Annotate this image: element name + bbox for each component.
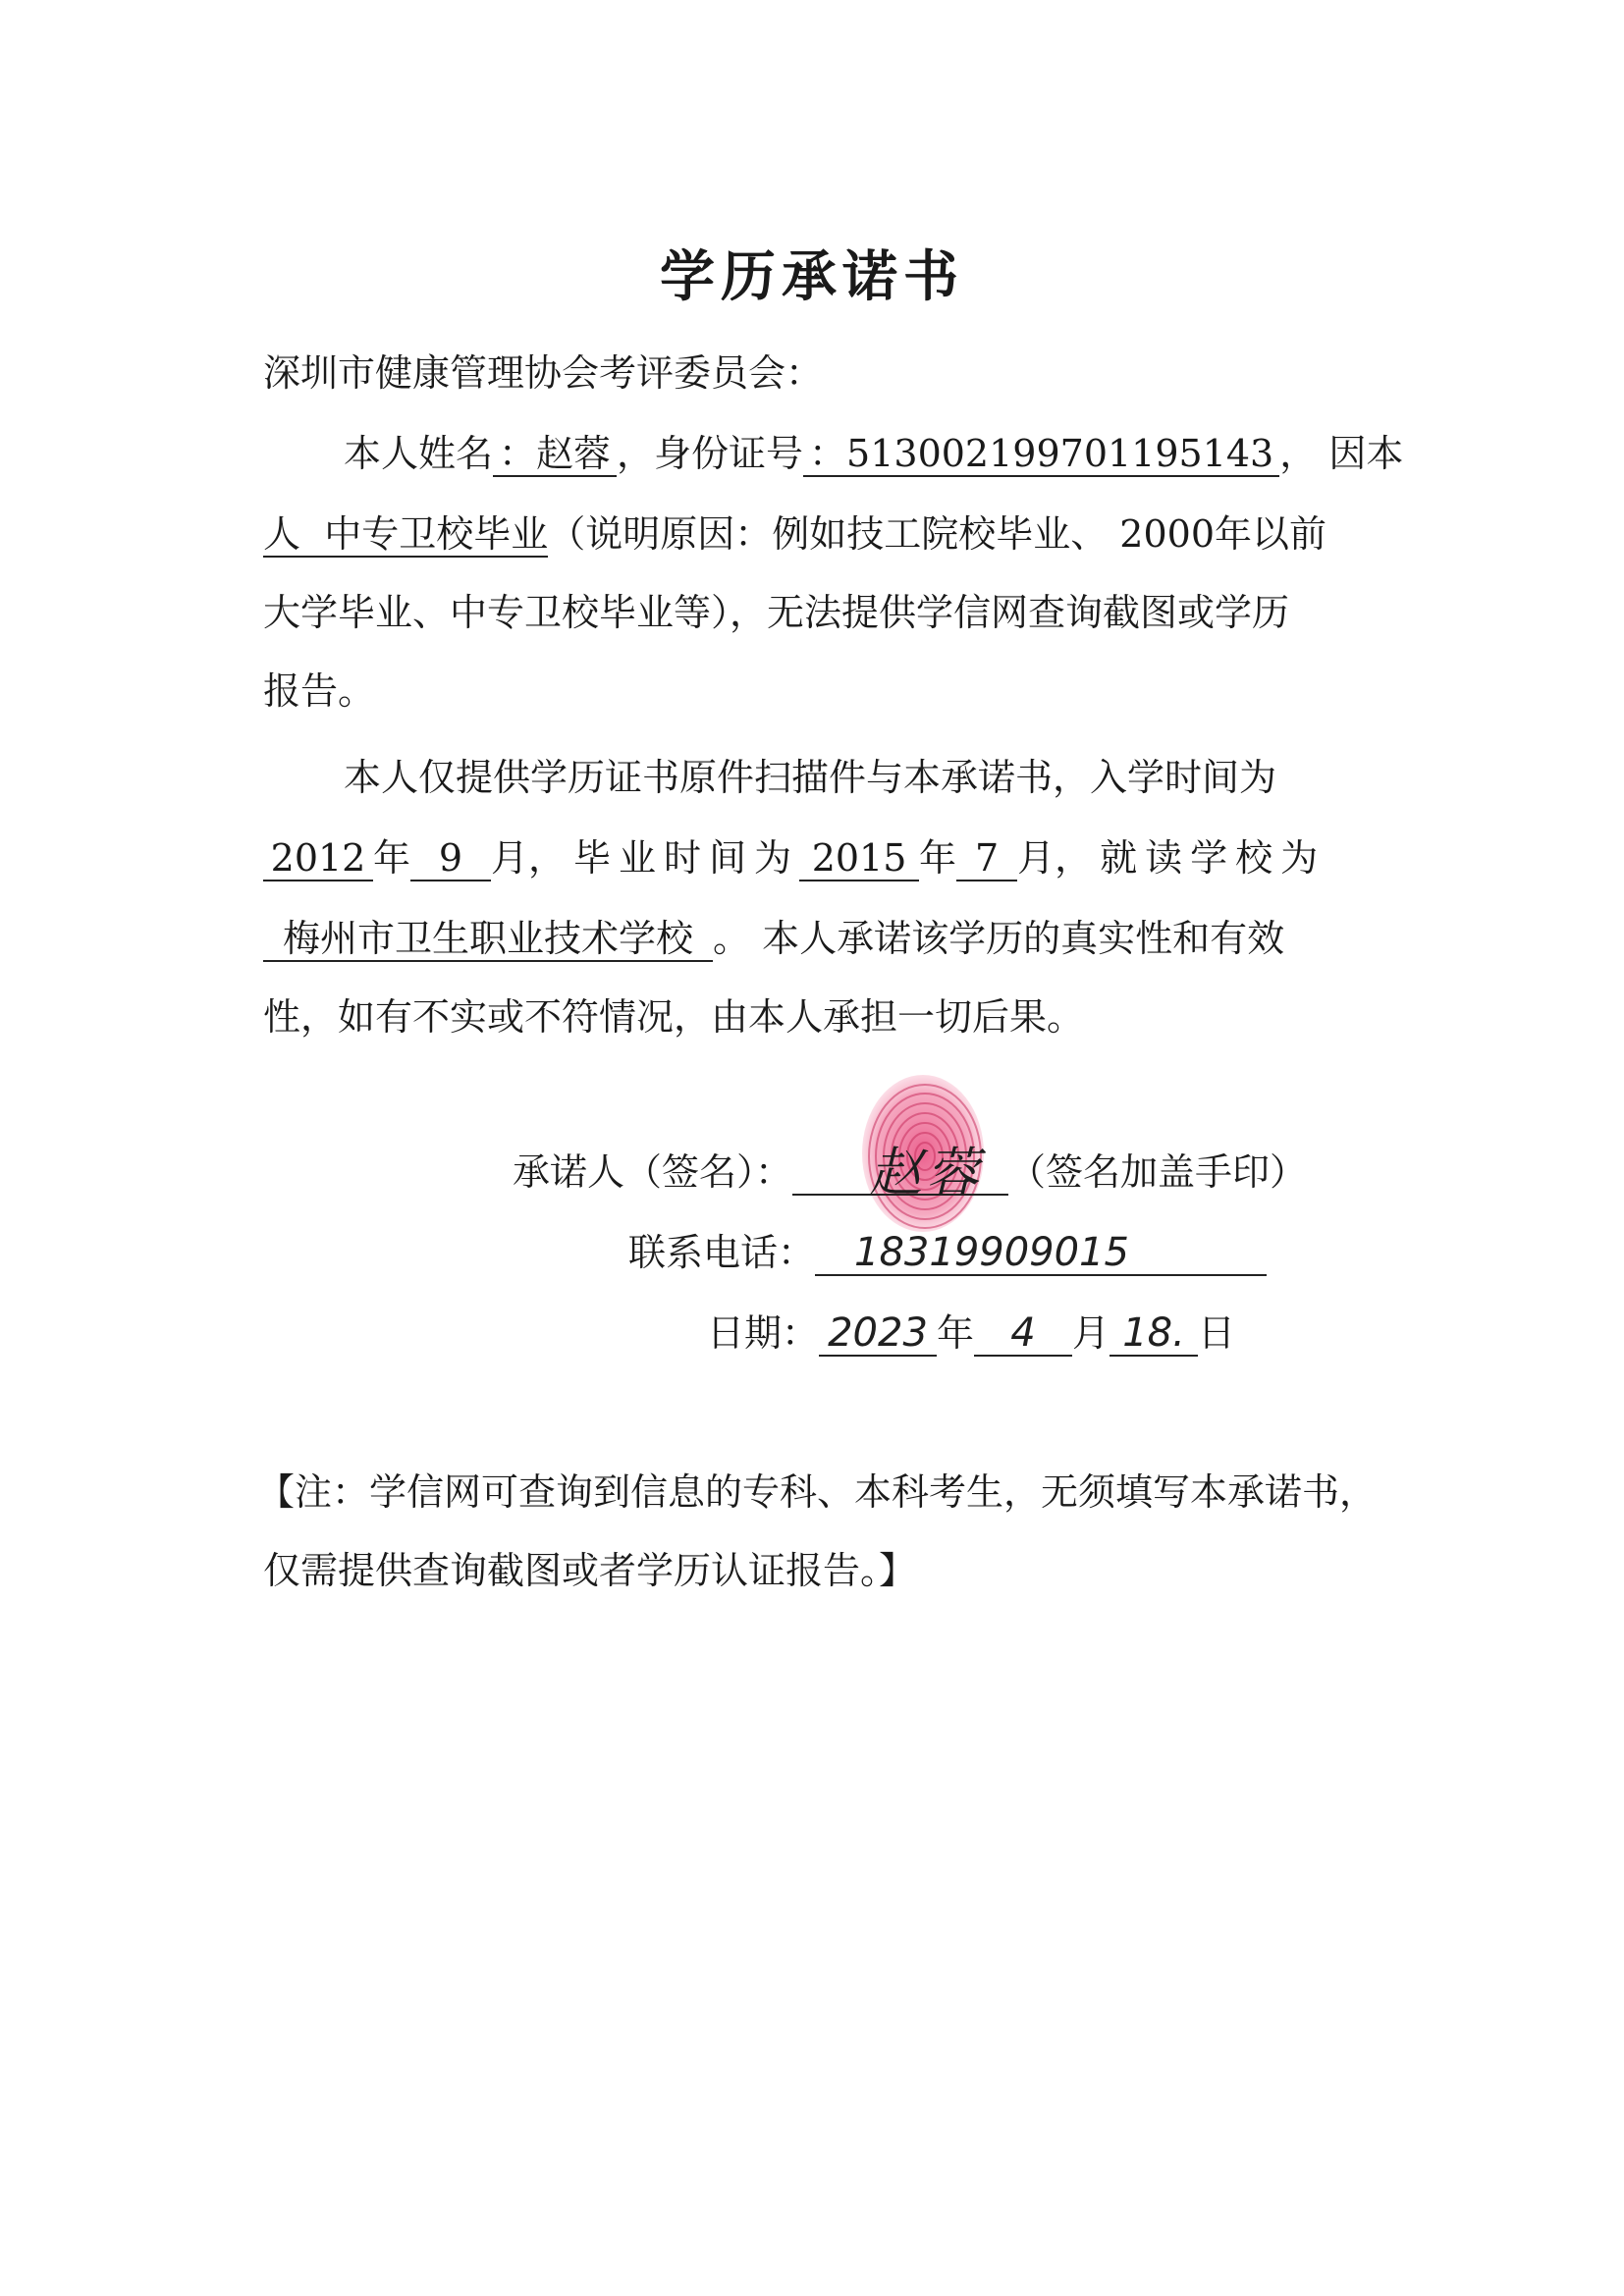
- grad-text: ，毕业时间为: [528, 836, 800, 880]
- grad-month: 7: [956, 836, 1017, 881]
- id-label: ，身份证号: [617, 432, 804, 475]
- paragraph-1-line-3: 大学毕业、中专卫校毕业等），无法提供学信网查询截图或学历: [263, 591, 1290, 634]
- date-label: 日期：: [707, 1311, 820, 1355]
- grad-month-char: 月: [1017, 836, 1056, 880]
- enroll-month: 9: [410, 836, 491, 881]
- school-text: ，就读学校为: [1055, 836, 1326, 880]
- signatory-label: 承诺人（签名）：: [513, 1150, 793, 1194]
- paragraph-1-line-2: [263, 510, 1326, 558]
- grad-year: 2015: [799, 836, 919, 881]
- phone-row: [628, 1229, 1267, 1276]
- paragraph-2-line-2: [263, 834, 1326, 881]
- because-text: ， 因本: [1279, 432, 1404, 475]
- date-row: [707, 1309, 1235, 1357]
- id-number-value: ：513002199701195143: [803, 432, 1279, 477]
- signature-note: （签名加盖手印）: [1008, 1150, 1308, 1194]
- date-day: 18.: [1110, 1311, 1198, 1357]
- grad-year-char: 年: [919, 836, 957, 880]
- line-prefix: 人: [263, 512, 301, 556]
- month-char: 月: [491, 836, 529, 880]
- salutation: 深圳市健康管理协会考评委员会：: [263, 351, 824, 395]
- paragraph-2-line-4: 性，如有不实或不符情况，由本人承担一切后果。: [263, 995, 1085, 1039]
- enroll-year: 2012: [263, 836, 373, 881]
- paragraph-2-line-3: [263, 915, 1284, 962]
- name-value: ：赵蓉: [493, 432, 617, 477]
- phone-value: 18319909015: [854, 1230, 1129, 1275]
- handwritten-signature: 赵蓉: [869, 1142, 983, 1203]
- document-title: 学历承诺书: [660, 244, 964, 309]
- date-year: 2023: [819, 1311, 937, 1357]
- paragraph-1-line-1: [344, 430, 1403, 477]
- date-day-char: 日: [1198, 1311, 1236, 1355]
- reason-note: （说明原因：例如技工院校毕业、 2000年以前: [548, 512, 1326, 556]
- note-line-2: 仅需提供查询截图或者学历认证报告。】: [263, 1549, 917, 1592]
- date-year-char: 年: [937, 1311, 975, 1355]
- name-label: 本人姓名: [344, 432, 494, 475]
- paragraph-1-line-4: 报告。: [263, 669, 376, 713]
- paragraph-2-line-1: 本人仅提供学历证书原件扫描件与本承诺书，入学时间为: [344, 756, 1277, 799]
- phone-label: 联系电话：: [628, 1231, 816, 1274]
- date-month-char: 月: [1072, 1311, 1110, 1355]
- after-school-text: 。 本人承诺该学历的真实性和有效: [713, 917, 1285, 960]
- year-char: 年: [373, 836, 411, 880]
- reason-value: 中专卫校毕业: [324, 512, 549, 556]
- note-line-1: 【注：学信网可查询到信息的专科、本科考生，无须填写本承诺书，: [257, 1470, 1378, 1514]
- date-month: 4: [974, 1311, 1072, 1357]
- school-value: 梅州市卫生职业技术学校: [263, 917, 713, 962]
